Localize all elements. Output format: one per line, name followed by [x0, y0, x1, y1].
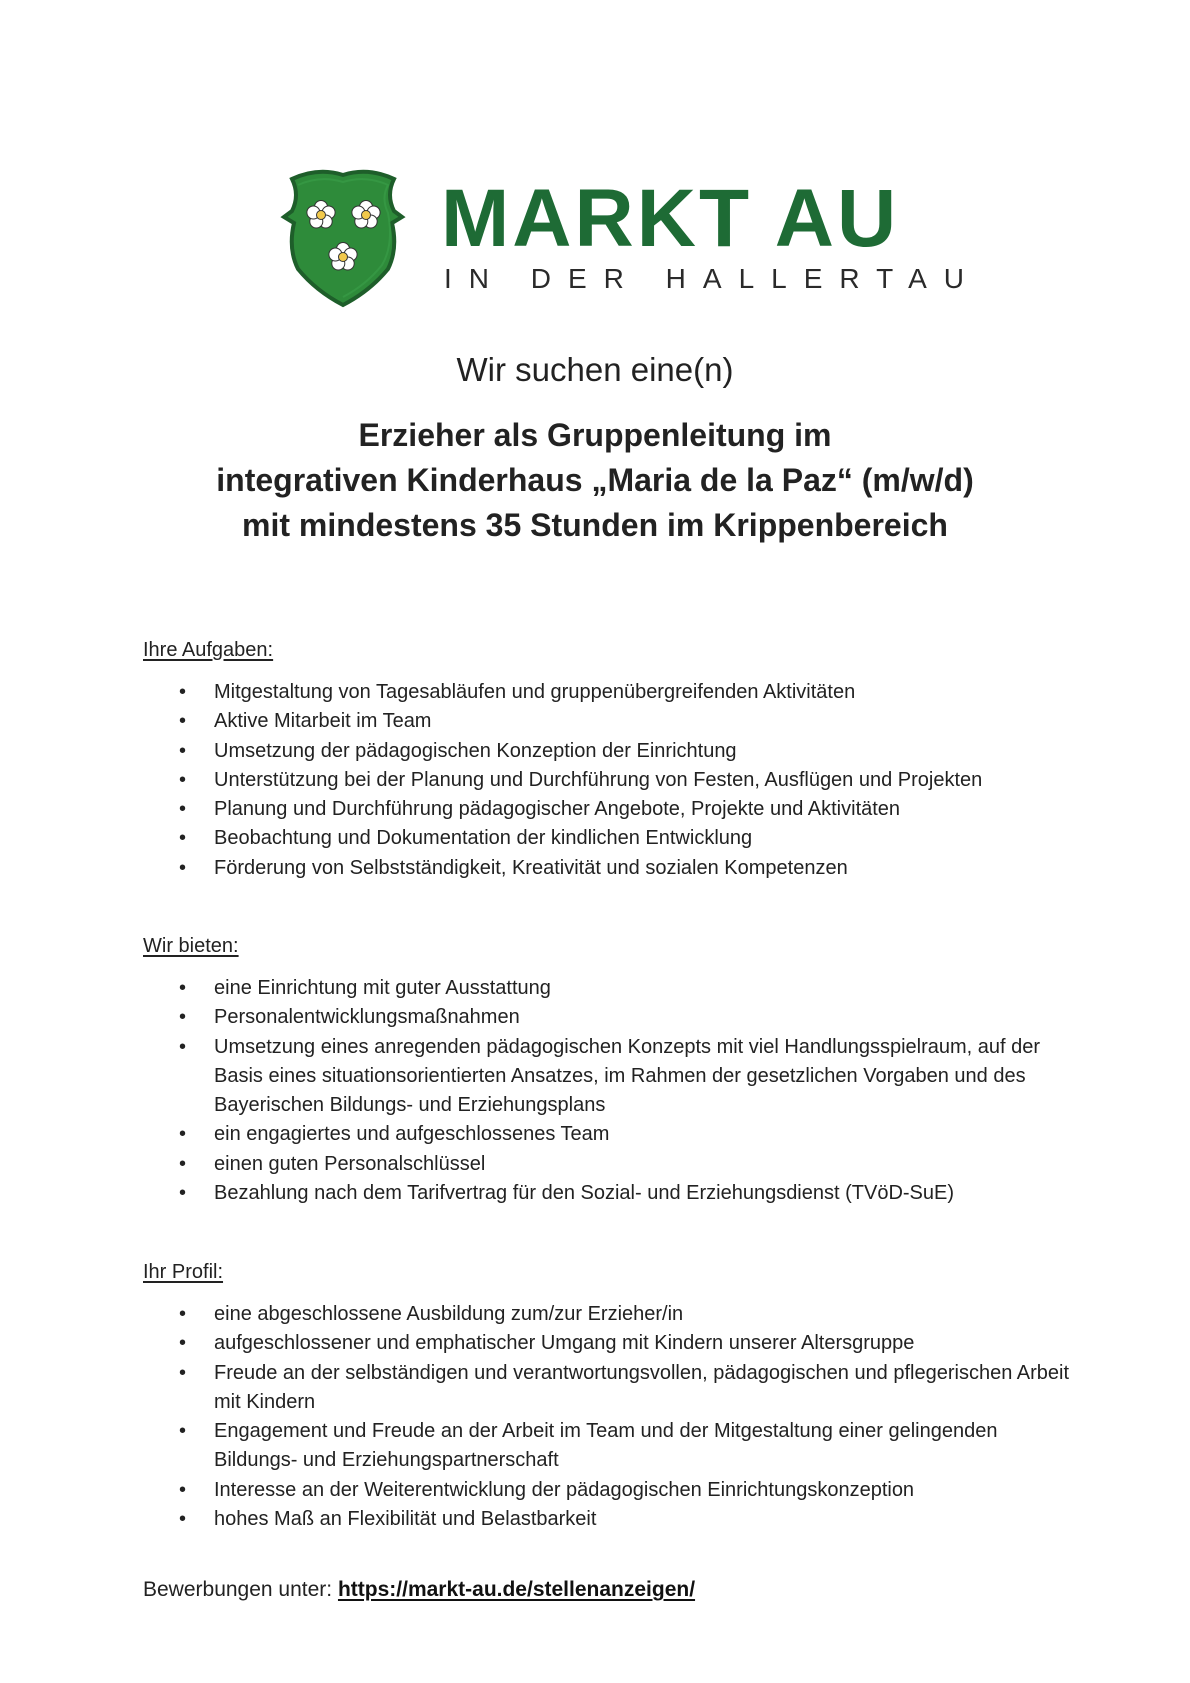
list-item: • Umsetzung der pädagogischen Konzeption der Einrichtung [143, 737, 1073, 766]
list-item: • hohes Maß an Flexibilität und Belastbarkeit [143, 1505, 1073, 1534]
job-title-line: mit mindestens 35 Stunden im Krippenbereich [242, 507, 948, 543]
section-heading-profile: Ihr Profil: [143, 1261, 224, 1283]
application-note [143, 1578, 695, 1602]
section-heading-tasks: Ihre Aufgaben: [143, 639, 274, 661]
list-item: • eine Einrichtung mit guter Ausstattung [143, 974, 1073, 1003]
list-item: • Mitgestaltung von Tagesabläufen und gruppenübergreifenden Aktivitäten [143, 678, 1073, 707]
job-title-line: integrativen Kinderhaus „Maria de la Paz“ (m/w/d) [216, 462, 974, 498]
application-link[interactable]: https://markt-au.de/stellenanzeigen/ [337, 1578, 696, 1601]
profile-list [143, 1300, 1073, 1534]
list-item: • aufgeschlossener und emphatischer Umgang mit Kindern unserer Altersgruppe [143, 1329, 1073, 1358]
list-item: • Beobachtung und Dokumentation der kindlichen Entwicklung [143, 824, 1073, 853]
logo [278, 165, 982, 315]
list-item: • ein engagiertes und aufgeschlossenes Team [143, 1120, 1073, 1149]
list-item: • Aktive Mitarbeit im Team [143, 707, 1073, 736]
offer-list [143, 974, 1073, 1208]
brand-subtitle: IN DER HALLERTAU [444, 263, 982, 294]
list-item: • Personalentwicklungsmaßnahmen [143, 1003, 1073, 1032]
list-item: • Interesse an der Weiterentwicklung der pädagogischen Einrichtungskonzeption [143, 1476, 1073, 1505]
list-item: • Freude an der selbständigen und verantwortungsvollen, pädagogischen und pflegerischen Arbeit mit Kindern [143, 1359, 1073, 1418]
coat-of-arms-icon [278, 165, 408, 311]
job-title-line: Erzieher als Gruppenleitung im [358, 417, 832, 453]
list-item: • Unterstützung bei der Planung und Durchführung von Festen, Ausflügen und Projekten [143, 766, 1073, 795]
intro-text: Wir suchen eine(n) [456, 351, 734, 388]
tasks-list [143, 678, 1073, 883]
job-title [0, 413, 1190, 548]
list-item: • Bezahlung nach dem Tarifvertrag für den Sozial- und Erziehungsdienst (TVöD-SuE) [143, 1179, 1073, 1208]
list-item: • Engagement und Freude an der Arbeit im Team und der Mitgestaltung einer gelingenden Bildungs- und Erziehungspartnerschaft [143, 1417, 1073, 1476]
application-label: Bewerbungen unter: [143, 1578, 338, 1601]
list-item: • Umsetzung eines anregenden pädagogischen Konzepts mit viel Handlungsspielraum, auf der Basis eines situationsorientierten Ansatzes, im Rahmen der gesetzlichen Vorgaben und des Bayerischen Bildungs- und Erziehungsplans [143, 1033, 1073, 1121]
list-item: • Planung und Durchführung pädagogischer Angebote, Projekte und Aktivitäten [143, 795, 1073, 824]
section-heading-offer: Wir bieten: [143, 935, 239, 957]
list-item: • einen guten Personalschlüssel [143, 1150, 1073, 1179]
list-item: • eine abgeschlossene Ausbildung zum/zur Erzieher/in [143, 1300, 1073, 1329]
list-item: • Förderung von Selbstständigkeit, Kreativität und sozialen Kompetenzen [143, 854, 1073, 883]
brand-name: MARKT AU [441, 173, 900, 264]
